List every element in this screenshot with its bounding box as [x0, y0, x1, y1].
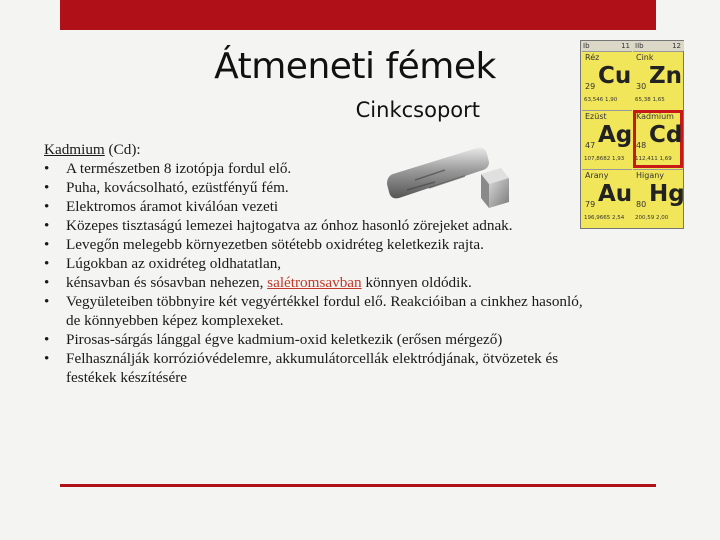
element-cell-ag: Ezüst Ag 47 107,8682 1,93 [582, 110, 632, 168]
element-symbol: (Cd): [104, 141, 141, 158]
fact-acid-text: kénsavban és sósavban nehezen, [66, 274, 268, 291]
fact-item: • Puha, kovácsolható, ezüstfényű fém. [44, 178, 584, 197]
nitric-acid-link[interactable]: salétromsavban [267, 274, 362, 291]
fact-item: • A természetben 8 izotópja fordul elő. [44, 159, 584, 178]
group-header-ib: Ib 11 [581, 41, 633, 51]
fact-item-acid [44, 273, 584, 292]
slide-title: Átmeneti fémek [214, 46, 496, 87]
periodic-table-excerpt [580, 40, 684, 229]
cadmium-metal-photo [385, 140, 585, 220]
fact-item: • Pirosas-sárgás lánggal égve kadmium-oxid keletkezik (erősen mérgező) [44, 330, 584, 349]
element-cell-hg: Higany Hg 80 200,59 2,00 [633, 169, 683, 227]
top-accent-bar [60, 0, 656, 30]
fact-item: • Elektromos áramot kiválóan vezeti [44, 197, 584, 216]
fact-item: • Közepes tisztaságú lemezei hajtogatva az ónhoz hasonló zörejeket adnak. [44, 216, 584, 235]
element-name: Kadmium [44, 141, 105, 158]
element-cell-au: Arany Au 79 196,9665 2,54 [582, 169, 632, 227]
fact-item: • Felhasználják korrózióvédelemre, akkumulátorcellák elektródjának, ötvözetek és festékek készítésére [44, 349, 584, 387]
fact-item: • Levegőn melegebb környezetben sötétebb oxidréteg keletkezik rajta. [44, 235, 584, 254]
element-cell-cd-highlighted: Kadmium Cd 48 112,411 1,69 [633, 110, 683, 168]
element-cell-zn: Cink Zn 30 65,38 1,65 [633, 51, 683, 109]
fact-item: • Vegyületeiben többnyire két vegyértékkel fordul elő. Reakcióiban a cinkhez hasonló, de könnyebben képez komplexeket. [44, 292, 584, 330]
bottom-divider [60, 484, 656, 487]
fact-item: • Lúgokban az oxidréteg oldhatatlan, [44, 254, 584, 273]
slide-subtitle: Cinkcsoport [355, 98, 480, 122]
element-cell-cu: Réz Cu 29 63,546 1,90 [582, 51, 632, 109]
group-header-iib: IIb 12 [633, 41, 684, 51]
fact-acid-text-end: könnyen oldódik. [361, 274, 472, 291]
